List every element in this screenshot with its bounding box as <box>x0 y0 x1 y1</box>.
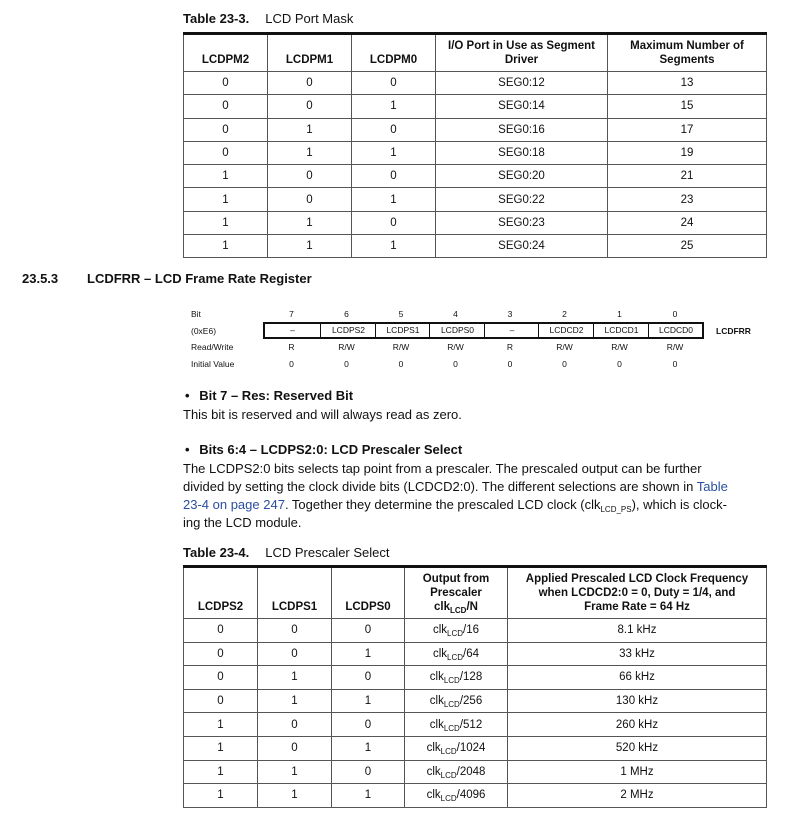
clk-subscript: LCD <box>450 606 467 615</box>
table-cell: 0 <box>184 689 258 713</box>
table-cell: 260 kHz <box>508 713 767 737</box>
register-field-lcdcd2: LCDCD2 <box>538 324 594 337</box>
table-cell: 66 kHz <box>508 666 767 690</box>
table-cell: 1 <box>332 736 405 760</box>
divider-text: /128 <box>459 671 483 684</box>
table-cell: 0 <box>268 165 352 188</box>
table1-caption <box>183 11 353 26</box>
table2-caption-title: LCD Prescaler Select <box>265 545 390 560</box>
table-cell: 1 <box>332 784 405 808</box>
divider-text: /64 <box>463 647 480 660</box>
register-field-reserved: – <box>290 325 295 335</box>
clk-text: clk <box>426 742 441 755</box>
table2-header-frequency-line1: Applied Prescaled LCD Clock Frequency <box>525 573 749 585</box>
clk-text: clk <box>429 671 444 684</box>
table2-caption-number: Table 23-4. <box>183 545 250 560</box>
table-cell: 1 <box>184 188 268 211</box>
register-init: 0 <box>672 359 678 369</box>
table-cell: 24 <box>608 211 767 234</box>
register-rw: R/W <box>611 342 628 352</box>
page-reference-link[interactable]: 23-4 on page 247 <box>183 497 285 512</box>
bit7-heading: Bit 7 – Res: Reserved Bit <box>199 388 354 403</box>
table-cell: 1 <box>352 141 436 164</box>
register-bit-number: 7 <box>289 309 294 319</box>
table-cell: 0 <box>258 736 332 760</box>
clk-text: clk <box>429 695 444 708</box>
table-cell: SEG0:20 <box>436 165 608 188</box>
table-cell: SEG0:22 <box>436 188 608 211</box>
table-cell: 0 <box>332 666 405 690</box>
table2-header-frequency-line2: when LCDCD2:0 = 0, Duty = 1/4, and <box>538 587 736 599</box>
table2-header-lcdps1: LCDPS1 <box>258 567 332 619</box>
table-row <box>184 713 767 737</box>
register-init-label: Initial Value <box>191 359 235 369</box>
clk-subscript: LCD <box>443 700 460 710</box>
table-cell: 23 <box>608 188 767 211</box>
table-row <box>184 760 767 784</box>
table1-caption-number: Table 23-3. <box>183 11 250 26</box>
register-address: (0xE6) <box>191 326 217 336</box>
table-cell <box>405 760 508 784</box>
table-cell: 0 <box>184 118 268 141</box>
table-cell: 1 <box>258 784 332 808</box>
bit7-text: This bit is reserved and will always read as zero. <box>183 407 462 422</box>
table-cell <box>405 736 508 760</box>
table2-header-lcdps0: LCDPS0 <box>332 567 405 619</box>
bits64-bullet <box>185 442 462 457</box>
table-cell: 0 <box>258 713 332 737</box>
register-rw: R/W <box>447 342 464 352</box>
bits64-line2-text: divided by setting the clock divide bits (LCDCD2:0). The different selections are shown in <box>183 479 694 494</box>
table1-caption-title: LCD Port Mask <box>265 11 354 26</box>
clk-subscript: LCD <box>447 629 464 639</box>
register-bit-number: 6 <box>344 309 349 319</box>
table-cell: 0 <box>258 619 332 643</box>
register-rw: R/W <box>392 342 410 352</box>
table-cell: 15 <box>608 95 767 118</box>
table1-header-lcdpm1: LCDPM1 <box>268 34 352 72</box>
table1-header-max-segments: Maximum Number of Segments <box>608 34 767 72</box>
table2-header-lcdps2: LCDPS2 <box>184 567 258 619</box>
table-cell: SEG0:12 <box>436 72 608 95</box>
table1-header-io-port: I/O Port in Use as Segment Driver <box>436 34 608 72</box>
table-cell: SEG0:16 <box>436 118 608 141</box>
register-rw: R/W <box>338 342 355 352</box>
table2-caption <box>183 545 390 560</box>
table-cell: 0 <box>184 642 258 666</box>
table-row <box>184 235 767 258</box>
table-cell: 1 <box>184 211 268 234</box>
table-cell: 0 <box>184 141 268 164</box>
table2-header-output-line2: Prescaler <box>430 587 482 599</box>
register-init: 0 <box>453 359 458 369</box>
table-cell: 1 <box>268 211 352 234</box>
register-bit-number: 4 <box>453 309 458 319</box>
clk-text: clk <box>426 765 441 778</box>
table-row <box>184 642 767 666</box>
table-cell: 0 <box>352 72 436 95</box>
bits64-paragraph <box>183 460 768 532</box>
register-rw: R/W <box>556 342 573 352</box>
divider-text: /512 <box>459 718 483 731</box>
table-cell: 1 <box>352 95 436 118</box>
table-cell: 1 MHz <box>508 760 767 784</box>
table2-header-frequency <box>508 567 767 619</box>
table-cell: 1 <box>268 235 352 258</box>
divider-text: /1024 <box>456 742 486 755</box>
table-cell: 0 <box>258 642 332 666</box>
register-init: 0 <box>289 359 294 369</box>
table-row <box>184 689 767 713</box>
bits64-line3 <box>183 496 768 514</box>
table-cell: 2 MHz <box>508 784 767 808</box>
table-cell: 0 <box>352 165 436 188</box>
table-cell: 8.1 kHz <box>508 619 767 643</box>
clk-text: clk <box>432 647 448 660</box>
table-cell: 1 <box>184 235 268 258</box>
lcd-prescaler-select-table <box>183 565 767 808</box>
table-cell: 21 <box>608 165 767 188</box>
register-field-reserved: – <box>484 324 539 337</box>
register-field-lcdps0: LCDPS0 <box>429 324 485 337</box>
bullet-glyph: • <box>185 388 190 403</box>
table-cell: 0 <box>352 118 436 141</box>
table-cell: SEG0:23 <box>436 211 608 234</box>
table-cell: SEG0:24 <box>436 235 608 258</box>
clk-subscript: LCD <box>443 723 460 733</box>
divider-text: /4096 <box>456 789 486 802</box>
clk-subscript: LCD <box>440 770 457 780</box>
clk-subscript: LCD_PS <box>600 505 632 514</box>
register-bit-label: Bit <box>191 309 201 319</box>
table-cell: SEG0:14 <box>436 95 608 118</box>
register-init: 0 <box>344 359 349 369</box>
clk-subscript: LCD <box>447 652 464 662</box>
table-cell: 0 <box>184 666 258 690</box>
bits64-heading: Bits 6:4 – LCDPS2:0: LCD Prescaler Select <box>199 442 463 457</box>
bullet-glyph: • <box>185 442 190 457</box>
bits64-line2 <box>183 478 768 496</box>
table-cell <box>405 784 508 808</box>
table2-header-frequency-line3: Frame Rate = 64 Hz <box>584 601 690 613</box>
table-row <box>184 784 767 808</box>
clk-text: clk <box>434 601 451 613</box>
register-rw-label: Read/Write <box>191 342 234 352</box>
section-number: 23.5.3 <box>22 271 59 286</box>
table2-header-output-line1: Output from <box>422 573 490 585</box>
table-row <box>184 188 767 211</box>
table-cell: 0 <box>184 619 258 643</box>
table-cell: 1 <box>332 689 405 713</box>
table-cell: 1 <box>258 760 332 784</box>
table-cell: 0 <box>332 760 405 784</box>
register-init: 0 <box>507 359 513 369</box>
table-cell: 1 <box>268 118 352 141</box>
register-bit-number: 1 <box>617 309 622 319</box>
register-name: LCDFRR <box>716 326 751 336</box>
table-cell: 1 <box>184 784 258 808</box>
table-row <box>184 72 767 95</box>
table-cell: 1 <box>332 642 405 666</box>
register-rw: R <box>506 342 514 352</box>
bit7-bullet <box>185 388 353 403</box>
table-row <box>184 211 767 234</box>
table1-header-lcdpm2: LCDPM2 <box>184 34 268 72</box>
register-bit-number: 0 <box>672 309 678 319</box>
table-cell: 130 kHz <box>508 689 767 713</box>
section-title: LCDFRR – LCD Frame Rate Register <box>87 271 312 286</box>
table-cell: 1 <box>268 141 352 164</box>
table-row <box>184 118 767 141</box>
table-cell: 0 <box>184 72 268 95</box>
table-cell: 1 <box>258 689 332 713</box>
table-cell: 1 <box>352 235 436 258</box>
divider-text: /16 <box>463 624 480 637</box>
table-cell: 1 <box>352 188 436 211</box>
table-cell: 0 <box>268 95 352 118</box>
table-cell: 0 <box>352 211 436 234</box>
table-cell: 0 <box>332 713 405 737</box>
table-cell: 13 <box>608 72 767 95</box>
table-cell: 520 kHz <box>508 736 767 760</box>
register-bit-number: 3 <box>507 309 513 319</box>
clk-subscript: LCD <box>440 747 457 757</box>
bits64-line1: The LCDPS2:0 bits selects tap point from a prescaler. The prescaled output can be further <box>183 461 702 476</box>
bits64-line3-end: ), which is clock- <box>631 497 727 512</box>
table1-header-lcdpm0: LCDPM0 <box>352 34 436 72</box>
table-cell: 17 <box>608 118 767 141</box>
register-field-lcdcd0: LCDCD0 <box>648 324 703 337</box>
table-row <box>184 666 767 690</box>
table-row <box>184 165 767 188</box>
table-cell: 0 <box>184 95 268 118</box>
table-row <box>184 95 767 118</box>
register-init: 0 <box>562 359 567 369</box>
register-init: 0 <box>398 359 404 369</box>
table-cell: 1 <box>184 165 268 188</box>
table-cell <box>405 619 508 643</box>
register-field-lcdps1: LCDPS1 <box>375 324 430 337</box>
register-rw: R/W <box>666 342 684 352</box>
register-field-box <box>263 322 704 339</box>
table-cell: 1 <box>184 760 258 784</box>
table-cell <box>405 666 508 690</box>
table-cell <box>405 689 508 713</box>
table-cell: 19 <box>608 141 767 164</box>
divider-text: /256 <box>459 695 483 708</box>
register-field-lcdps2: LCDPS2 <box>320 324 376 337</box>
bits64-line4: ing the LCD module. <box>183 515 302 530</box>
table2-header-output <box>405 567 508 619</box>
clk-text: clk <box>426 789 441 802</box>
clk-text: clk <box>429 718 444 731</box>
divider-text: /N <box>466 601 478 613</box>
register-bit-number: 5 <box>398 309 404 319</box>
lcd-port-mask-table <box>183 32 767 258</box>
clk-subscript: LCD <box>440 794 457 804</box>
table-cell: 1 <box>184 713 258 737</box>
table-cell: 0 <box>332 619 405 643</box>
table-row <box>184 619 767 643</box>
table-cell <box>405 642 508 666</box>
bits64-line3-text: . Together they determine the prescaled LCD clock (clk <box>284 497 601 512</box>
clk-text: clk <box>432 624 448 637</box>
table-cell <box>405 713 508 737</box>
clk-subscript: LCD <box>443 676 460 686</box>
table-cell: 1 <box>184 736 258 760</box>
table2-header-output-line3 <box>409 600 503 614</box>
table-reference-link[interactable]: Table <box>696 479 728 494</box>
table-cell: 25 <box>608 235 767 258</box>
table-cell: 1 <box>258 666 332 690</box>
table-row <box>184 141 767 164</box>
register-rw: R <box>288 342 295 352</box>
divider-text: /2048 <box>456 765 486 778</box>
table-row <box>184 736 767 760</box>
table-cell: SEG0:18 <box>436 141 608 164</box>
register-init: 0 <box>617 359 622 369</box>
table-cell: 0 <box>268 188 352 211</box>
table-cell: 0 <box>268 72 352 95</box>
table-cell: 33 kHz <box>508 642 767 666</box>
register-field-lcdcd1: LCDCD1 <box>593 324 649 337</box>
register-bit-number: 2 <box>562 309 567 319</box>
